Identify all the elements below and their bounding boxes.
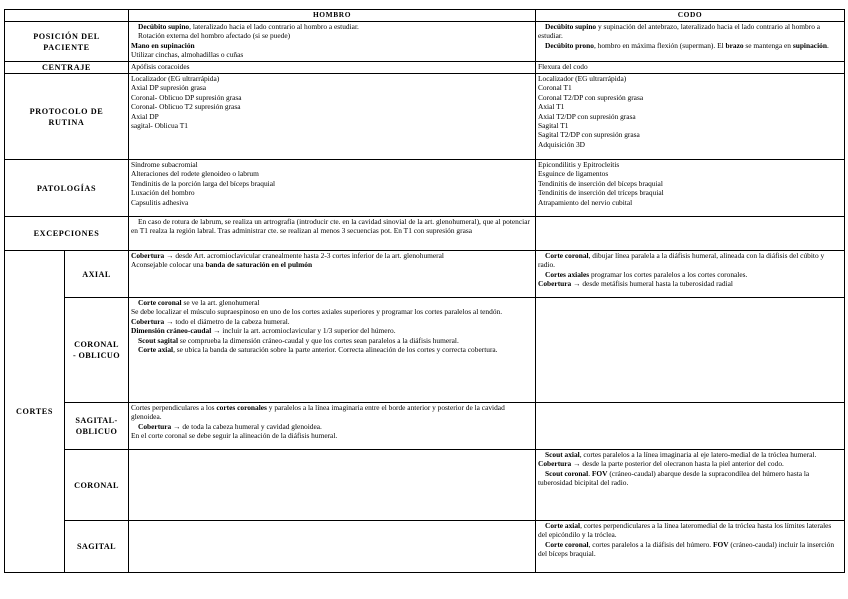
protocolo-codo-item: Adquisición 3D bbox=[538, 139, 586, 149]
protocolo-hombro-item: Axial DP supresión grasa bbox=[131, 83, 207, 93]
coronal-hombro-cell bbox=[129, 450, 536, 521]
coronal-oblicuo-hombro-line: Dimensión cráneo-caudal → incluir la art. acromioclavicular y 1/3 superior del húmero. bbox=[131, 326, 396, 336]
label-coronal-oblicuo-line1: CORONAL bbox=[74, 340, 119, 349]
label-axial: AXIAL bbox=[65, 251, 129, 298]
row-cortes-sagital bbox=[5, 521, 845, 573]
row-posicion bbox=[5, 22, 845, 62]
protocolo-hombro-item: Coronal- Oblicuo DP supresión grasa bbox=[131, 92, 242, 102]
label-posicion-line2: PACIENTE bbox=[43, 42, 90, 52]
coronal-oblicuo-hombro-line: Cobertura → todo el diámetro de la cabeza humeral. bbox=[131, 316, 290, 326]
protocolo-codo-item: Sagital T2/DP con supresión grasa bbox=[538, 130, 640, 140]
coronal-codo-line: Cobertura → desde la parte posterior del olecranon hasta la piel anterior del codo. bbox=[538, 459, 784, 469]
patologias-codo-item: Tendinitis de inserción del tríceps braquial bbox=[538, 188, 664, 198]
header-empty-cell bbox=[5, 10, 129, 22]
axial-hombro-cell bbox=[129, 251, 536, 298]
centraje-hombro: Apófisis coracoides bbox=[129, 62, 536, 74]
protocol-document bbox=[4, 9, 845, 573]
protocolo-codo-item: Coronal T1 bbox=[538, 83, 572, 93]
protocolo-codo-item: Sagital T1 bbox=[538, 121, 569, 131]
posicion-codo-line: Decúbito prono, hombro en máxima flexión (superman). El brazo se mantenga en supinación. bbox=[545, 40, 829, 50]
posicion-hombro-line: Utilizar cinchas, almohadillas o cuñas bbox=[131, 50, 244, 60]
protocolo-codo-item: Localizador (EG ultrarrápida) bbox=[538, 74, 627, 83]
sagital-oblicuo-hombro-line: Cobertura → de toda la cabeza humeral y cavidad glenoidea. bbox=[138, 421, 322, 431]
axial-codo-line: Corte coronal, dibujar línea paralela a la diáfisis humeral, alineada con la diáfisis del cúbito y radio. bbox=[538, 251, 825, 270]
mri-protocol-table bbox=[4, 9, 845, 573]
protocolo-hombro-cell bbox=[129, 74, 536, 160]
patologias-codo-item: Tendinitis de inserción del bíceps braquial bbox=[538, 178, 663, 188]
label-excepciones: EXCEPCIONES bbox=[5, 217, 129, 251]
label-centraje: CENTRAJE bbox=[5, 62, 129, 74]
coronal-oblicuo-hombro-cell bbox=[129, 298, 536, 403]
patologias-codo-item: Esguince de ligamentos bbox=[538, 169, 609, 179]
header-row bbox=[5, 10, 845, 22]
label-protocolo-line1: PROTOCOLO DE bbox=[29, 106, 104, 116]
coronal-oblicuo-hombro-line: Se debe localizar el músculo supraespinoso en uno de los cortes axiales superiores y programar los cortes paralelos al tendón. bbox=[131, 307, 503, 317]
label-protocolo bbox=[5, 74, 129, 160]
axial-hombro-line: Cobertura → desde Art. acromioclavicular cranealmente hasta 2-3 cortes inferior de la art. glenohumeral bbox=[131, 251, 444, 260]
posicion-hombro-line: Mano en supinación bbox=[131, 40, 195, 50]
row-cortes-axial bbox=[5, 251, 845, 298]
label-sagital-oblicuo bbox=[65, 403, 129, 450]
label-posicion-line1: POSICIÓN DEL bbox=[33, 31, 100, 41]
protocolo-codo-item: Coronal T2/DP con supresión grasa bbox=[538, 92, 644, 102]
patologias-codo-item: Epicondilitis y Epitrocleítis bbox=[538, 160, 620, 169]
protocolo-hombro-item: Axial DP bbox=[131, 111, 159, 121]
axial-codo-cell bbox=[536, 251, 845, 298]
label-cortes: CORTES bbox=[5, 251, 65, 573]
protocolo-hombro-item: sagital- Oblicua T1 bbox=[131, 121, 188, 131]
row-cortes-sagital-oblicuo bbox=[5, 403, 845, 450]
excepciones-hombro bbox=[129, 217, 536, 251]
protocolo-codo-item: Axial T1 bbox=[538, 102, 565, 112]
sagital-oblicuo-hombro-cell bbox=[129, 403, 536, 450]
coronal-oblicuo-codo-cell bbox=[536, 298, 845, 403]
axial-codo-line: Cobertura → desde metáfisis humeral hasta la tuberosidad radial bbox=[538, 279, 733, 289]
label-sagital-oblicuo-line1: SAGITAL- bbox=[75, 416, 118, 425]
axial-codo-line: Cortes axiales programar los cortes paralelos a los cortes coronales. bbox=[545, 269, 748, 279]
coronal-oblicuo-hombro-line: Scout sagital se comprueba la dimensión cráneo-caudal y que los cortes sean paralelos a la diáfisis humeral. bbox=[138, 335, 459, 345]
label-protocolo-line2: RUTINA bbox=[48, 117, 85, 127]
protocolo-hombro-item: Localizador (EG ultrarrápida) bbox=[131, 74, 220, 83]
label-sagital: SAGITAL bbox=[65, 521, 129, 573]
row-centraje bbox=[5, 62, 845, 74]
header-codo: CODO bbox=[536, 10, 845, 22]
label-coronal: CORONAL bbox=[65, 450, 129, 521]
sagital-oblicuo-codo-cell bbox=[536, 403, 845, 450]
row-patologias bbox=[5, 160, 845, 217]
label-coronal-oblicuo bbox=[65, 298, 129, 403]
posicion-hombro-line: Rotación externa del hombro afectado (si se puede) bbox=[138, 31, 291, 41]
label-posicion bbox=[5, 22, 129, 62]
patologias-hombro-item: Alteraciones del rodete glenoideo o labrum bbox=[131, 169, 259, 179]
label-coronal-oblicuo-line2: - OBLICUO bbox=[72, 351, 121, 360]
protocolo-codo-cell bbox=[536, 74, 845, 160]
posicion-hombro-line: Decúbito supino, lateralizado hacia el lado contrario al hombro a estudiar. bbox=[138, 22, 359, 31]
centraje-codo: Flexura del codo bbox=[536, 62, 845, 74]
sagital-codo-line: Corte coronal, cortes paralelos a la diáfisis del húmero. FOV (cráneo-caudal) incluir la inserción del bíceps braquial. bbox=[538, 539, 835, 559]
coronal-oblicuo-hombro-line: Corte coronal se ve la art. glenohumeral bbox=[138, 298, 260, 307]
sagital-oblicuo-hombro-line: Cortes perpendiculares a los cortes coronales y paralelos a la línea imaginaria entre el borde anterior y posterior de la cavidad glenoidea. bbox=[131, 403, 505, 422]
patologias-codo-cell bbox=[536, 160, 845, 217]
coronal-codo-cell bbox=[536, 450, 845, 521]
protocolo-codo-item: Axial T2/DP con supresión grasa bbox=[538, 111, 636, 121]
sagital-hombro-cell bbox=[129, 521, 536, 573]
excepciones-hombro-text: En caso de rotura de labrum, se realiza un artrografía (introducir cte. en la cavidad sinovial de la art. glenohumeral), que al potenciar en T1 realza la región labral. Tras administrar cte. se realizan al menos 3 secuencias pot. En T1 con supresión grasa bbox=[131, 217, 530, 236]
posicion-codo-line: Decúbito supino y supinación del antebrazo, lateralizado hacia el lado contrario al hombro a estudiar. bbox=[538, 22, 821, 41]
coronal-codo-line: Scout axial, cortes paralelos a la línea imaginaria al eje latero-medial de la tróclea humeral. bbox=[545, 450, 817, 459]
label-sagital-oblicuo-line2: OBLICUO bbox=[75, 427, 118, 436]
row-cortes-coronal bbox=[5, 450, 845, 521]
sagital-codo-line: Corte axial, cortes perpendiculares a la línea lateromedial de la tróclea hasta los límites laterales del epicóndilo y la tróclea. bbox=[538, 521, 832, 540]
patologias-hombro-item: Síndrome subacromial bbox=[131, 160, 198, 169]
coronal-codo-line: Scout coronal. FOV (cráneo-caudal) abarque desde la supracondílea del húmero hasta la tuberosidad bicipital del radio. bbox=[538, 468, 810, 488]
sagital-oblicuo-hombro-line: En el corte coronal se debe seguir la alineación de la diáfisis humeral. bbox=[131, 431, 338, 441]
patologias-codo-item: Atrapamiento del nervio cubital bbox=[538, 197, 633, 207]
protocolo-hombro-item: Coronal- Oblicuo T2 supresión grasa bbox=[131, 102, 241, 112]
patologias-hombro-item: Capsulitis adhesiva bbox=[131, 197, 189, 207]
excepciones-codo bbox=[536, 217, 845, 251]
header-hombro: HOMBRO bbox=[129, 10, 536, 22]
patologias-hombro-item: Luxación del hombro bbox=[131, 188, 195, 198]
sagital-codo-cell bbox=[536, 521, 845, 573]
posicion-codo-cell bbox=[536, 22, 845, 62]
patologias-hombro-item: Tendinitis de la porción larga del bíceps braquial bbox=[131, 178, 276, 188]
coronal-oblicuo-hombro-line: Corte axial, se ubica la banda de saturación sobre la parte anterior. Correcta alineación de los cortes y correcta cobertura. bbox=[138, 345, 498, 355]
row-excepciones bbox=[5, 217, 845, 251]
row-cortes-coronal-oblicuo bbox=[5, 298, 845, 403]
patologias-hombro-cell bbox=[129, 160, 536, 217]
label-patologias: PATOLOGÍAS bbox=[5, 160, 129, 217]
axial-hombro-line: Aconsejable colocar una banda de saturación en el pulmón bbox=[131, 260, 313, 270]
row-protocolo bbox=[5, 74, 845, 160]
posicion-hombro-cell bbox=[129, 22, 536, 62]
